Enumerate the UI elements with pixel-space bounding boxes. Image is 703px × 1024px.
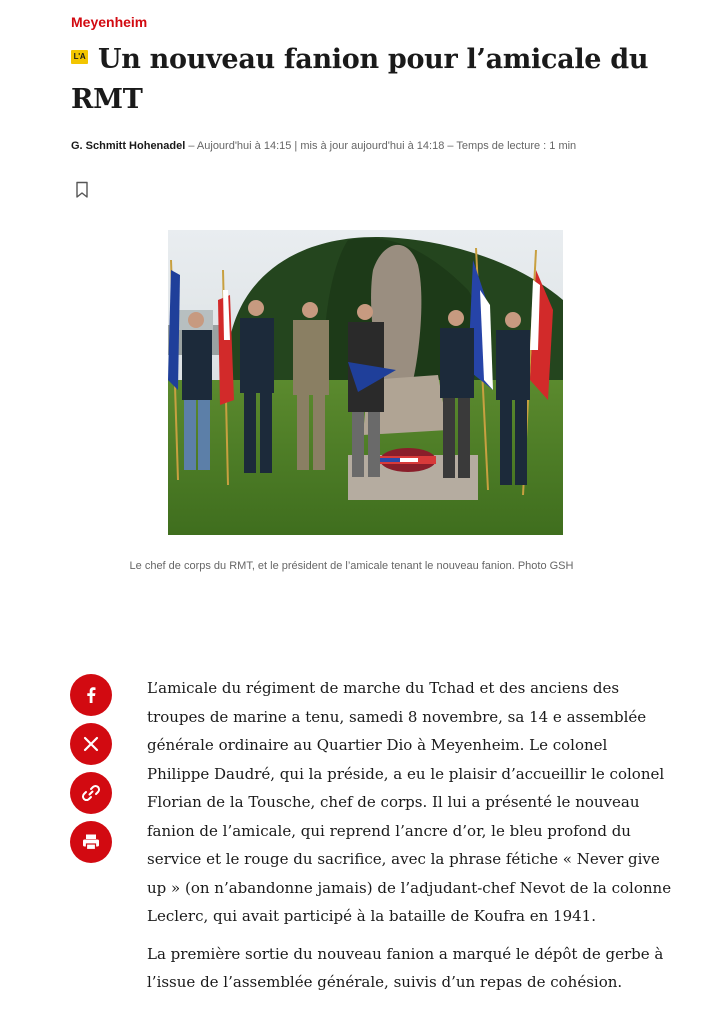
article-photo	[168, 230, 563, 535]
link-icon	[81, 783, 101, 803]
article-byline	[71, 140, 576, 152]
author-name[interactable]: G. Schmitt Hohenadel	[71, 140, 186, 152]
article-meta: – Aujourd'hui à 14:15 | mis à jour aujourd'hui à 14:18 – Temps de lecture : 1 min	[185, 140, 577, 152]
article-title-text: Un nouveau fanion pour l’amicale du RMT	[71, 44, 649, 115]
section-kicker[interactable]: Meyenheim	[71, 14, 148, 30]
share-x-button[interactable]	[70, 723, 112, 765]
print-button[interactable]	[70, 821, 112, 863]
facebook-icon	[81, 685, 101, 705]
article-title	[71, 40, 671, 120]
article-paragraph: L’amicale du régiment de marche du Tchad et des anciens des troupes de marine a tenu, samedi 8 novembre, sa 14 e assemblée générale ordinaire au Quartier Dio à Meyenheim. Le colonel Philippe Daudré, qui la préside, a eu le plaisir d’accueillir le colonel Florian de la Tousche, chef de corps. Il lui a présenté le nouveau fanion de l’amicale, qui reprend l’ancre d’or, le bleu profond du service et le rouge du sacrifice, avec la phrase fétiche « Never give up » (on n’abandonne jamais) de l’adjudant-chef Nevot de la colonne Leclerc, qui avait participé à la bataille de Koufra en 1941.	[147, 679, 672, 925]
bookmark-icon[interactable]	[75, 181, 89, 199]
photo-caption: Le chef de corps du RMT, et le président de l’amicale tenant le nouveau fanion. Photo GSH	[129, 560, 574, 572]
copy-link-button[interactable]	[70, 772, 112, 814]
article-paragraph: La première sortie du nouveau fanion a marqué le dépôt de gerbe à l’issue de l’assemblée générale, suivis d’un repas de cohésion.	[147, 944, 664, 991]
print-icon	[81, 832, 101, 852]
premium-badge-icon: L'A	[71, 50, 88, 64]
x-icon	[82, 735, 100, 753]
article-body	[147, 674, 672, 1006]
share-facebook-button[interactable]	[70, 674, 112, 716]
